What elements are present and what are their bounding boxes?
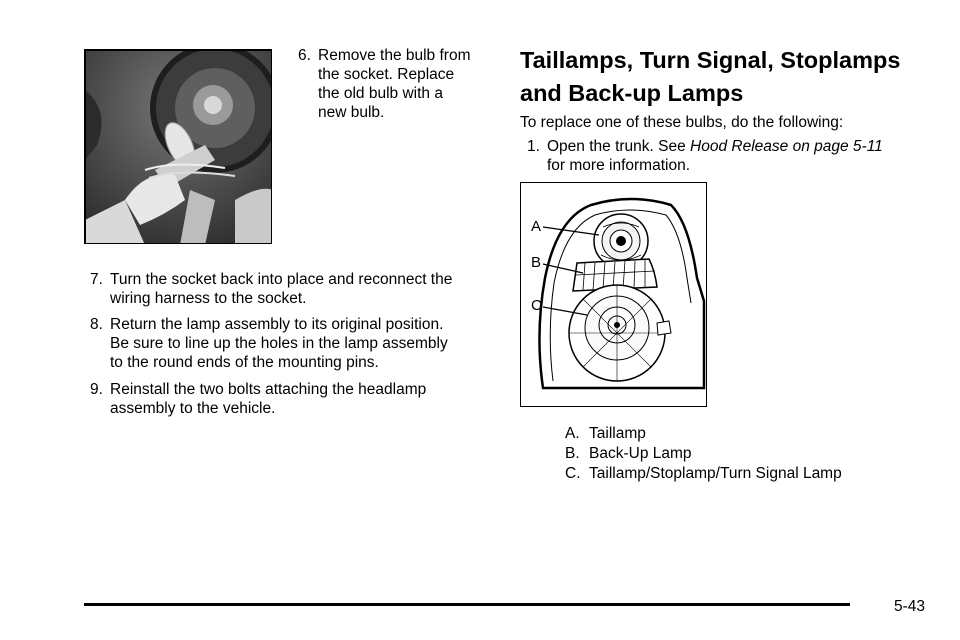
callout-a: A — [531, 218, 542, 235]
step-text: Remove the bulb from — [318, 47, 471, 64]
legend-label: Taillamp/Stoplamp/Turn Signal Lamp — [589, 465, 842, 482]
step-8 — [90, 315, 500, 372]
legend-item-a — [565, 424, 646, 443]
legend-label: Back-Up Lamp — [589, 445, 692, 462]
step-text: Open the trunk. See — [547, 138, 691, 155]
callout-c: C — [531, 297, 542, 314]
intro-paragraph: To replace one of these bulbs, do the following: — [520, 114, 844, 131]
legend-key: C. — [565, 465, 581, 482]
legend-label: Taillamp — [589, 425, 646, 442]
step-text: the socket. Replace — [318, 66, 455, 83]
footer-rule — [84, 603, 850, 606]
taillamp-assembly-diagram — [520, 182, 707, 407]
legend-key: A. — [565, 425, 580, 442]
step-number: 6. — [298, 47, 311, 64]
legend-item-c — [565, 464, 842, 483]
step-number: 9. — [90, 381, 103, 398]
page-reference-link[interactable]: Hood Release on page 5-11 — [690, 138, 883, 155]
step-text: for more information. — [547, 157, 690, 174]
bulb-socket-photo — [84, 49, 272, 244]
step-text-line — [547, 137, 947, 156]
step-9 — [90, 380, 500, 418]
step-text: new bulb. — [318, 104, 385, 121]
step-text: Turn the socket back into place and reconnect the — [110, 271, 453, 288]
step-number: 7. — [90, 271, 103, 288]
callout-b: B — [531, 254, 542, 271]
step-number: 1. — [527, 138, 540, 155]
step-text: Return the lamp assembly to its original position. — [110, 316, 444, 333]
step-text: Be sure to line up the holes in the lamp assembly — [110, 335, 448, 352]
heading-line: and Back-up Lamps — [520, 80, 744, 106]
step-6 — [298, 46, 498, 122]
section-heading — [520, 44, 930, 110]
step-text: wiring harness to the socket. — [110, 290, 307, 307]
step-text: to the round ends of the mounting pins. — [110, 354, 379, 371]
step-text: the old bulb with a — [318, 85, 443, 102]
heading-line: Taillamps, Turn Signal, Stoplamps — [520, 47, 901, 73]
page-number: 5-43 — [894, 598, 926, 615]
legend-item-b — [565, 444, 692, 463]
step-text: Reinstall the two bolts attaching the headlamp — [110, 381, 427, 398]
step-number: 8. — [90, 316, 103, 333]
step-7 — [90, 270, 500, 308]
step-1 — [527, 137, 947, 175]
legend-key: B. — [565, 445, 580, 462]
step-text: assembly to the vehicle. — [110, 400, 276, 417]
